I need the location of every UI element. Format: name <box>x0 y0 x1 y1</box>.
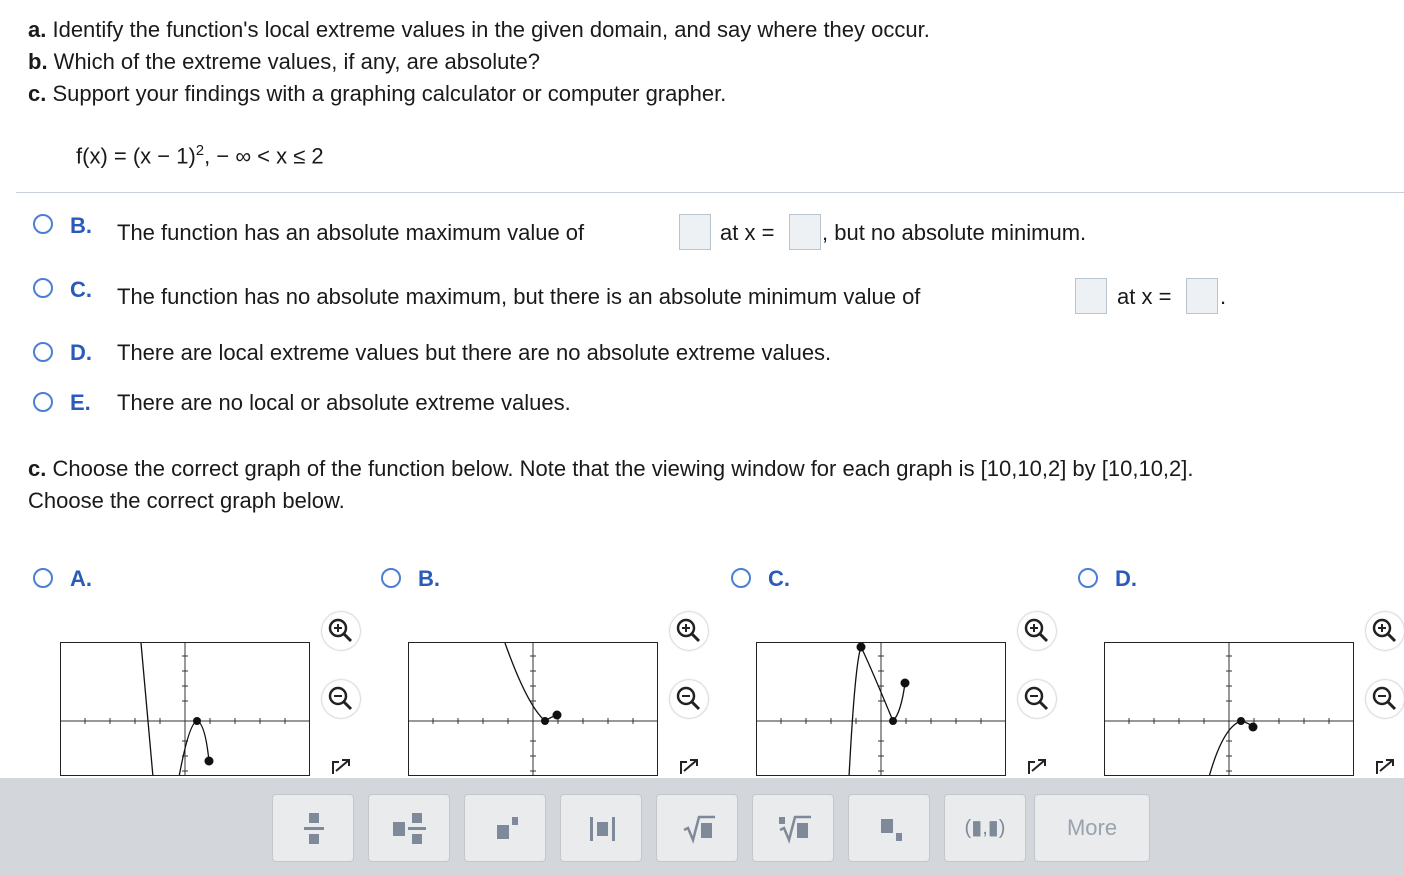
expand-icon[interactable] <box>1374 756 1398 776</box>
graph-d[interactable] <box>1104 642 1354 776</box>
function-formula: $f(x) = (x - 1)^2$, − ∞ < x ≤ 2 <box>76 142 324 169</box>
graph-c-letter: C. <box>768 566 790 591</box>
subscript-button[interactable] <box>848 794 930 862</box>
zoom-out-icon[interactable] <box>1018 680 1056 718</box>
radio-graph-d[interactable] <box>1078 568 1098 588</box>
option-b-text-1: The function has an absolute maximum value of <box>117 220 585 245</box>
nth-root-button[interactable] <box>752 794 834 862</box>
exponent-button[interactable] <box>464 794 546 862</box>
option-e-text: There are no local or absolute extreme values. <box>117 390 571 415</box>
option-d-letter: D. <box>70 340 92 365</box>
zoom-out-icon[interactable] <box>322 680 360 718</box>
radio-option-b[interactable] <box>33 214 53 234</box>
graph-question-line-1: c. Choose the correct graph of the function below. Note that the viewing window for each graph is [10,10,2] by [10,10,2]. <box>28 456 1194 481</box>
option-c-text-1: The function has no absolute maximum, but there is an absolute minimum value of <box>117 284 921 309</box>
option-b-x-input[interactable] <box>789 214 821 250</box>
radio-graph-c[interactable] <box>731 568 751 588</box>
mixed-number-icon <box>369 795 451 863</box>
graph-a-letter: A. <box>70 566 92 591</box>
more-button[interactable]: More <box>1034 794 1150 862</box>
option-d-text: There are local extreme values but there are no absolute extreme values. <box>117 340 832 365</box>
option-c-text-3: . <box>1220 284 1227 309</box>
absolute-value-button[interactable] <box>560 794 642 862</box>
zoom-out-icon[interactable] <box>1366 680 1404 718</box>
option-b-letter: B. <box>70 213 92 238</box>
graph-b-letter: B. <box>418 566 440 591</box>
radio-graph-a[interactable] <box>33 568 53 588</box>
expand-icon[interactable] <box>678 756 702 776</box>
question-b: b. Which of the extreme values, if any, are absolute? <box>28 49 540 74</box>
option-c-text-2: at x = <box>1117 284 1172 309</box>
option-e-letter: E. <box>70 390 91 415</box>
fraction-icon <box>273 795 355 863</box>
option-b-text-2: at x = <box>720 220 775 245</box>
graph-d-letter: D. <box>1115 566 1137 591</box>
zoom-in-icon[interactable] <box>1366 612 1404 650</box>
square-root-button[interactable] <box>656 794 738 862</box>
ordered-pair-button[interactable]: (▮,▮) <box>944 794 1026 862</box>
graph-c[interactable] <box>756 642 1006 776</box>
radio-option-c[interactable] <box>33 278 53 298</box>
mixed-number-button[interactable] <box>368 794 450 862</box>
option-c-min-value-input[interactable] <box>1075 278 1107 314</box>
option-b-max-value-input[interactable] <box>679 214 711 250</box>
graph-b[interactable] <box>408 642 658 776</box>
absolute-value-icon <box>561 795 643 863</box>
question-c: c. Support your findings with a graphing calculator or computer grapher. <box>28 81 727 106</box>
fraction-button[interactable] <box>272 794 354 862</box>
option-c-letter: C. <box>70 277 92 302</box>
square-root-icon <box>657 795 739 863</box>
expand-icon[interactable] <box>330 756 354 776</box>
nth-root-icon <box>753 795 835 863</box>
expand-icon[interactable] <box>1026 756 1050 776</box>
zoom-in-icon[interactable] <box>670 612 708 650</box>
divider <box>16 192 1404 193</box>
radio-graph-b[interactable] <box>381 568 401 588</box>
zoom-out-icon[interactable] <box>670 680 708 718</box>
subscript-icon <box>849 795 931 863</box>
math-toolbar <box>0 778 1404 876</box>
zoom-in-icon[interactable] <box>1018 612 1056 650</box>
radio-option-e[interactable] <box>33 392 53 412</box>
option-b-text-3: , but no absolute minimum. <box>822 220 1087 245</box>
graph-a[interactable] <box>60 642 310 776</box>
question-a: a. Identify the function's local extreme values in the given domain, and say where they occur. <box>28 17 930 42</box>
zoom-in-icon[interactable] <box>322 612 360 650</box>
radio-option-d[interactable] <box>33 342 53 362</box>
option-c-x-input[interactable] <box>1186 278 1218 314</box>
graph-question-line-2: Choose the correct graph below. <box>28 488 345 513</box>
exponent-icon <box>465 795 547 863</box>
